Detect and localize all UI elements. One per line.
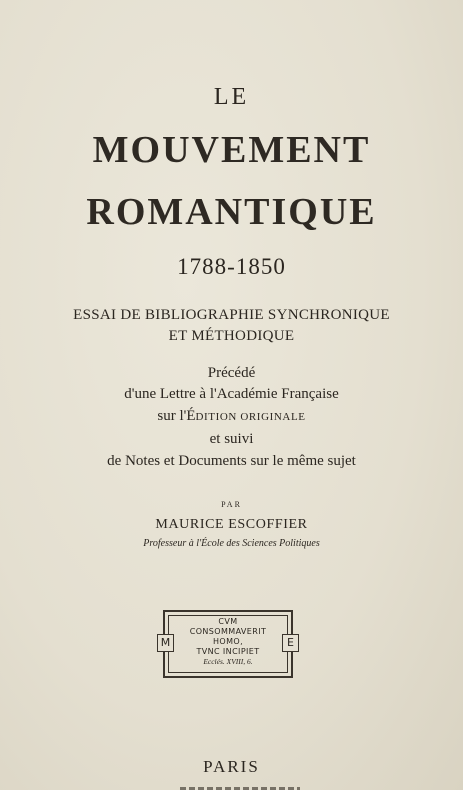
emblem-motto: [183, 617, 273, 667]
preceded-text: Précédé: [207, 365, 256, 381]
title-line-1: MOUVEMENT: [92, 129, 371, 171]
author-name: MAURICE ESCOFFIER: [155, 517, 308, 532]
emblem-letter-left: M: [157, 634, 174, 652]
emblem-line-2: CONSOMMAVERIT: [189, 627, 267, 636]
and-followed-text: et suivi: [209, 431, 254, 447]
cropped-imprint-line: [180, 782, 300, 790]
title-dates: 1788-1850: [177, 254, 286, 279]
title-article: LE: [213, 84, 250, 110]
edition-prefix: sur l'É: [157, 408, 196, 424]
printer-emblem: [160, 610, 294, 678]
emblem-line-1: CVM: [218, 617, 238, 626]
subtitle-line-1: ESSAI DE BIBLIOGRAPHIE SYNCHRONIQUE: [73, 307, 390, 323]
imprint-city: PARIS: [203, 757, 260, 776]
emblem-reference: Ecclés. XVIII, 6.: [203, 657, 253, 666]
emblem-line-3: HOMO,: [212, 637, 244, 646]
emblem-letter-right: E: [282, 634, 299, 652]
title-line-2: ROMANTIQUE: [86, 191, 377, 233]
edition-small-caps: DITION ORIGINALE: [195, 411, 306, 423]
author-role: Professeur à l'École des Sciences Politiques: [143, 538, 320, 549]
by-label: PAR: [221, 500, 242, 509]
notes-text: de Notes et Documents sur le même sujet: [107, 453, 356, 469]
emblem-line-4: TVNC INCIPIET: [196, 647, 260, 656]
edition-text: [0, 408, 463, 425]
letter-text: d'une Lettre à l'Académie Française: [124, 386, 339, 402]
subtitle-line-2: ET MÉTHODIQUE: [168, 328, 295, 344]
